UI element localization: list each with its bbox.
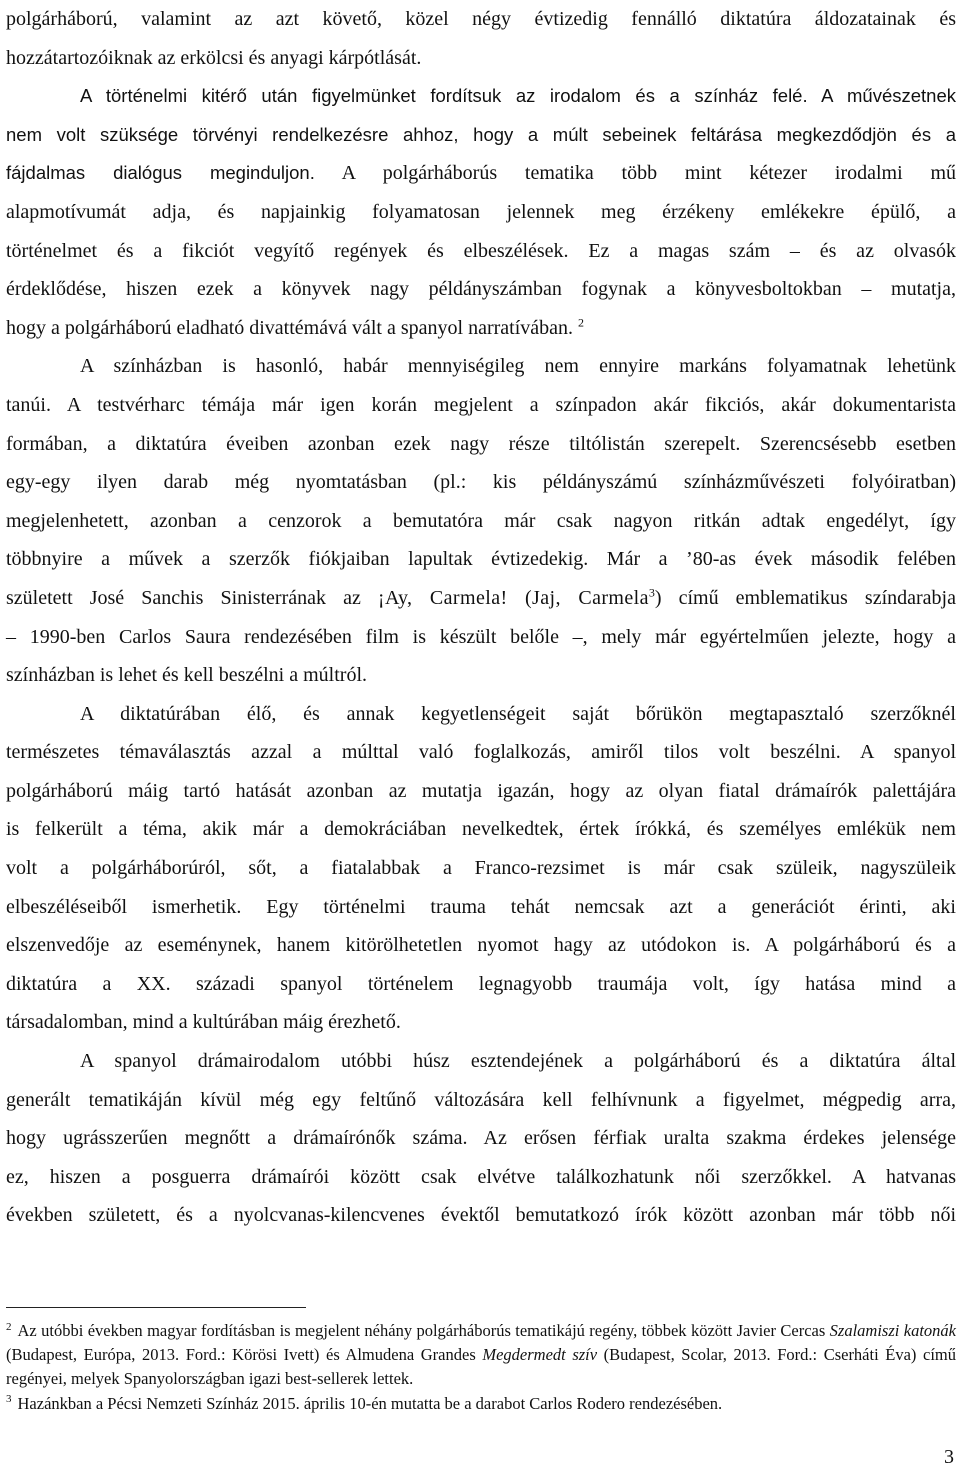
footnote-3 (6, 1392, 956, 1416)
paragraph-3 (6, 347, 956, 694)
text-line: megjelenhetett, azonban a cenzorok a bemutatóra már csak nagyon ritkán adtak engedélyt, így (6, 509, 956, 532)
text-line: A színházban is hasonló, habár mennyiségileg nem ennyire markáns folyamatnak lehetünk (80, 355, 956, 378)
footnote-number: 2 (6, 1320, 12, 1333)
footnote-ref-3[interactable]: 3 (648, 585, 655, 600)
text-line: alapmotívumát adja, és napjainkig folyamatosan jelennek meg érzékeny emlékekre épülő, a (6, 200, 956, 223)
text-line: színházban is lehet és kell beszélni a múltról. (6, 664, 367, 687)
footnote-text: Hazánkban a Pécsi Nemzeti Színház 2015. április 10-én mutatta be a darabot Carlos Rodero rendezésében. (17, 1393, 723, 1413)
text-line: volt a polgárháborúról, sőt, a fiatalabbak a Franco-rezsimet is már csak szüleik, nagyszüleik (6, 857, 956, 880)
text-line: egy-egy ilyen darab még nyomtatásban (pl.: kis példányszámú színházművészeti folyóiratban) (6, 471, 956, 494)
text-line (6, 154, 956, 193)
play-title: ¡Ay, Carmela! (377, 586, 508, 609)
footnote-separator (6, 1307, 306, 1308)
text-line: A diktatúrában élő, és annak kegyetlenségeit saját bőrükön megtapasztaló szerzőknél (80, 702, 956, 725)
paragraph-2 (6, 77, 956, 347)
footnote-2 (6, 1319, 956, 1392)
document-body (6, 0, 956, 1235)
text-line: elszenvedője az eseménynek, hanem kitörölhetetlen nyomot hagy az utódokon is. A polgárháború és a (6, 934, 956, 957)
text-line (6, 309, 956, 348)
paragraph-1 (6, 0, 956, 77)
text-line: polgárháború, valamint az azt követő, közel négy évtizedig fennálló diktatúra áldozatainak és (6, 8, 956, 30)
text-line: nem volt szüksége törvényi rendelkezésre ahhoz, hogy a múlt sebeinek feltárása megkezdődjön és a (6, 123, 956, 145)
text-line: A történelmi kitérő után figyelmünket fordítsuk az irodalom és a színház felé. A művészetnek (80, 85, 956, 107)
text-line: ez, hiszen a posguerra drámaírói között csak elvétve találkozhatunk női szerzőkkel. A hatvanas (6, 1165, 956, 1188)
footnote-text: (Budapest, Európa, 2013. Ford.: Körösi Ivett) és Almudena Grandes (6, 1345, 483, 1365)
book-title: Megdermedt szív (482, 1345, 598, 1365)
page-number: 3 (944, 1446, 954, 1468)
footnote-text: Az utóbbi években magyar fordításban is megjelent néhány polgárháborús tematikájú regény, többek között Javier Cercas (17, 1321, 830, 1340)
footnote-ref-2[interactable]: 2 (578, 315, 585, 330)
paragraph-5 (6, 1042, 956, 1235)
text-line: diktatúra a XX. századi spanyol történelem legnagyobb traumája volt, így hatása mind a (6, 972, 956, 995)
text-line: elbeszéléseiből ismerhetik. Egy történelmi trauma tehát nemcsak azt a generációt érinti, aki (6, 895, 956, 918)
text-line: társadalomban, mind a kultúrában máig érezhető. (6, 1011, 401, 1034)
text-line: A spanyol drámairodalom utóbbi húsz esztendejének a polgárháború és a diktatúra által (80, 1050, 956, 1073)
text-line: érdeklődése, hiszen ezek a könyvek nagy példányszámban fogynak a könyvesboltokban – mutatja, (6, 278, 956, 301)
text-line: történelmet és a fikciót vegyítő regények és elbeszélések. Ez a magas szám – és az olvasók (6, 239, 956, 262)
text-span: A polgárháborús tematika több mint kétezer irodalmi mű (314, 162, 957, 185)
text-line: tanúi. A testvérharc témája már igen korán megjelent a színpadon akár fikciós, akár dokumentarista (6, 393, 956, 416)
text-line: polgárháború máig tartó hatását azonban az mutatja igazán, hogy az olyan fiatal drámaírók palettájára (6, 779, 956, 802)
text-line: hozzátartozóiknak az erkölcsi és anyagi kárpótlását. (6, 46, 422, 69)
text-line: években született, és a nyolcvanas-kilencvenes évektől bemutatkozó írók között azonban már több női (6, 1204, 956, 1227)
text-line: természetes témaválasztás azzal a múlttal való foglalkozás, amiről tilos volt beszélni. A spanyol (6, 741, 956, 764)
footnote-number: 3 (6, 1393, 12, 1406)
text-line: formában, a diktatúra éveiben azonban ezek nagy része tiltólistán szerepelt. Szerencsésebb esetben (6, 432, 956, 455)
text-line: generált tematikáján kívül még egy feltűnő változására kell felhívnunk a figyelmet, mégpedig arra, (6, 1088, 956, 1111)
footnotes (6, 1319, 956, 1416)
book-title: Szalamiszi katonák (829, 1321, 956, 1340)
text-span: hogy a polgárháború eladható divattémává vált a spanyol narratívában. (6, 316, 574, 339)
text-line (6, 579, 956, 618)
text-span: született José Sanchis Sinisterrának az (6, 586, 378, 609)
text-span: fájdalmas dialógus meginduljon. (6, 162, 315, 184)
text-line: is felkerült a téma, akik már a demokráciában nevelkedtek, értek írókká, és személyes emlékük nem (6, 818, 956, 841)
text-line: hogy ugrásszerűen megnőtt a drámaírónők száma. Az erősen férfiak uralta szakma érdekes jelensége (6, 1127, 956, 1150)
text-line: többnyire a művek a szerzők fiókjaiban lapultak évtizedekig. Már a ’80-as évek második felében (6, 548, 956, 571)
text-span: ) című emblematikus színdarabja (654, 586, 956, 609)
text-line: – 1990-ben Carlos Saura rendezésében film is készült belőle –, mely már egyértelműen jelezte, hogy a (6, 625, 956, 648)
footnote-text: (Budapest, Scolar, 2013. Ford.: Cserháti Éva) című regényei, melyek Spanyolországban igazi best-sellerek lettek. (6, 1345, 957, 1389)
paragraph-4 (6, 695, 956, 1042)
text-span: (Jaj, Carmela (507, 586, 649, 609)
